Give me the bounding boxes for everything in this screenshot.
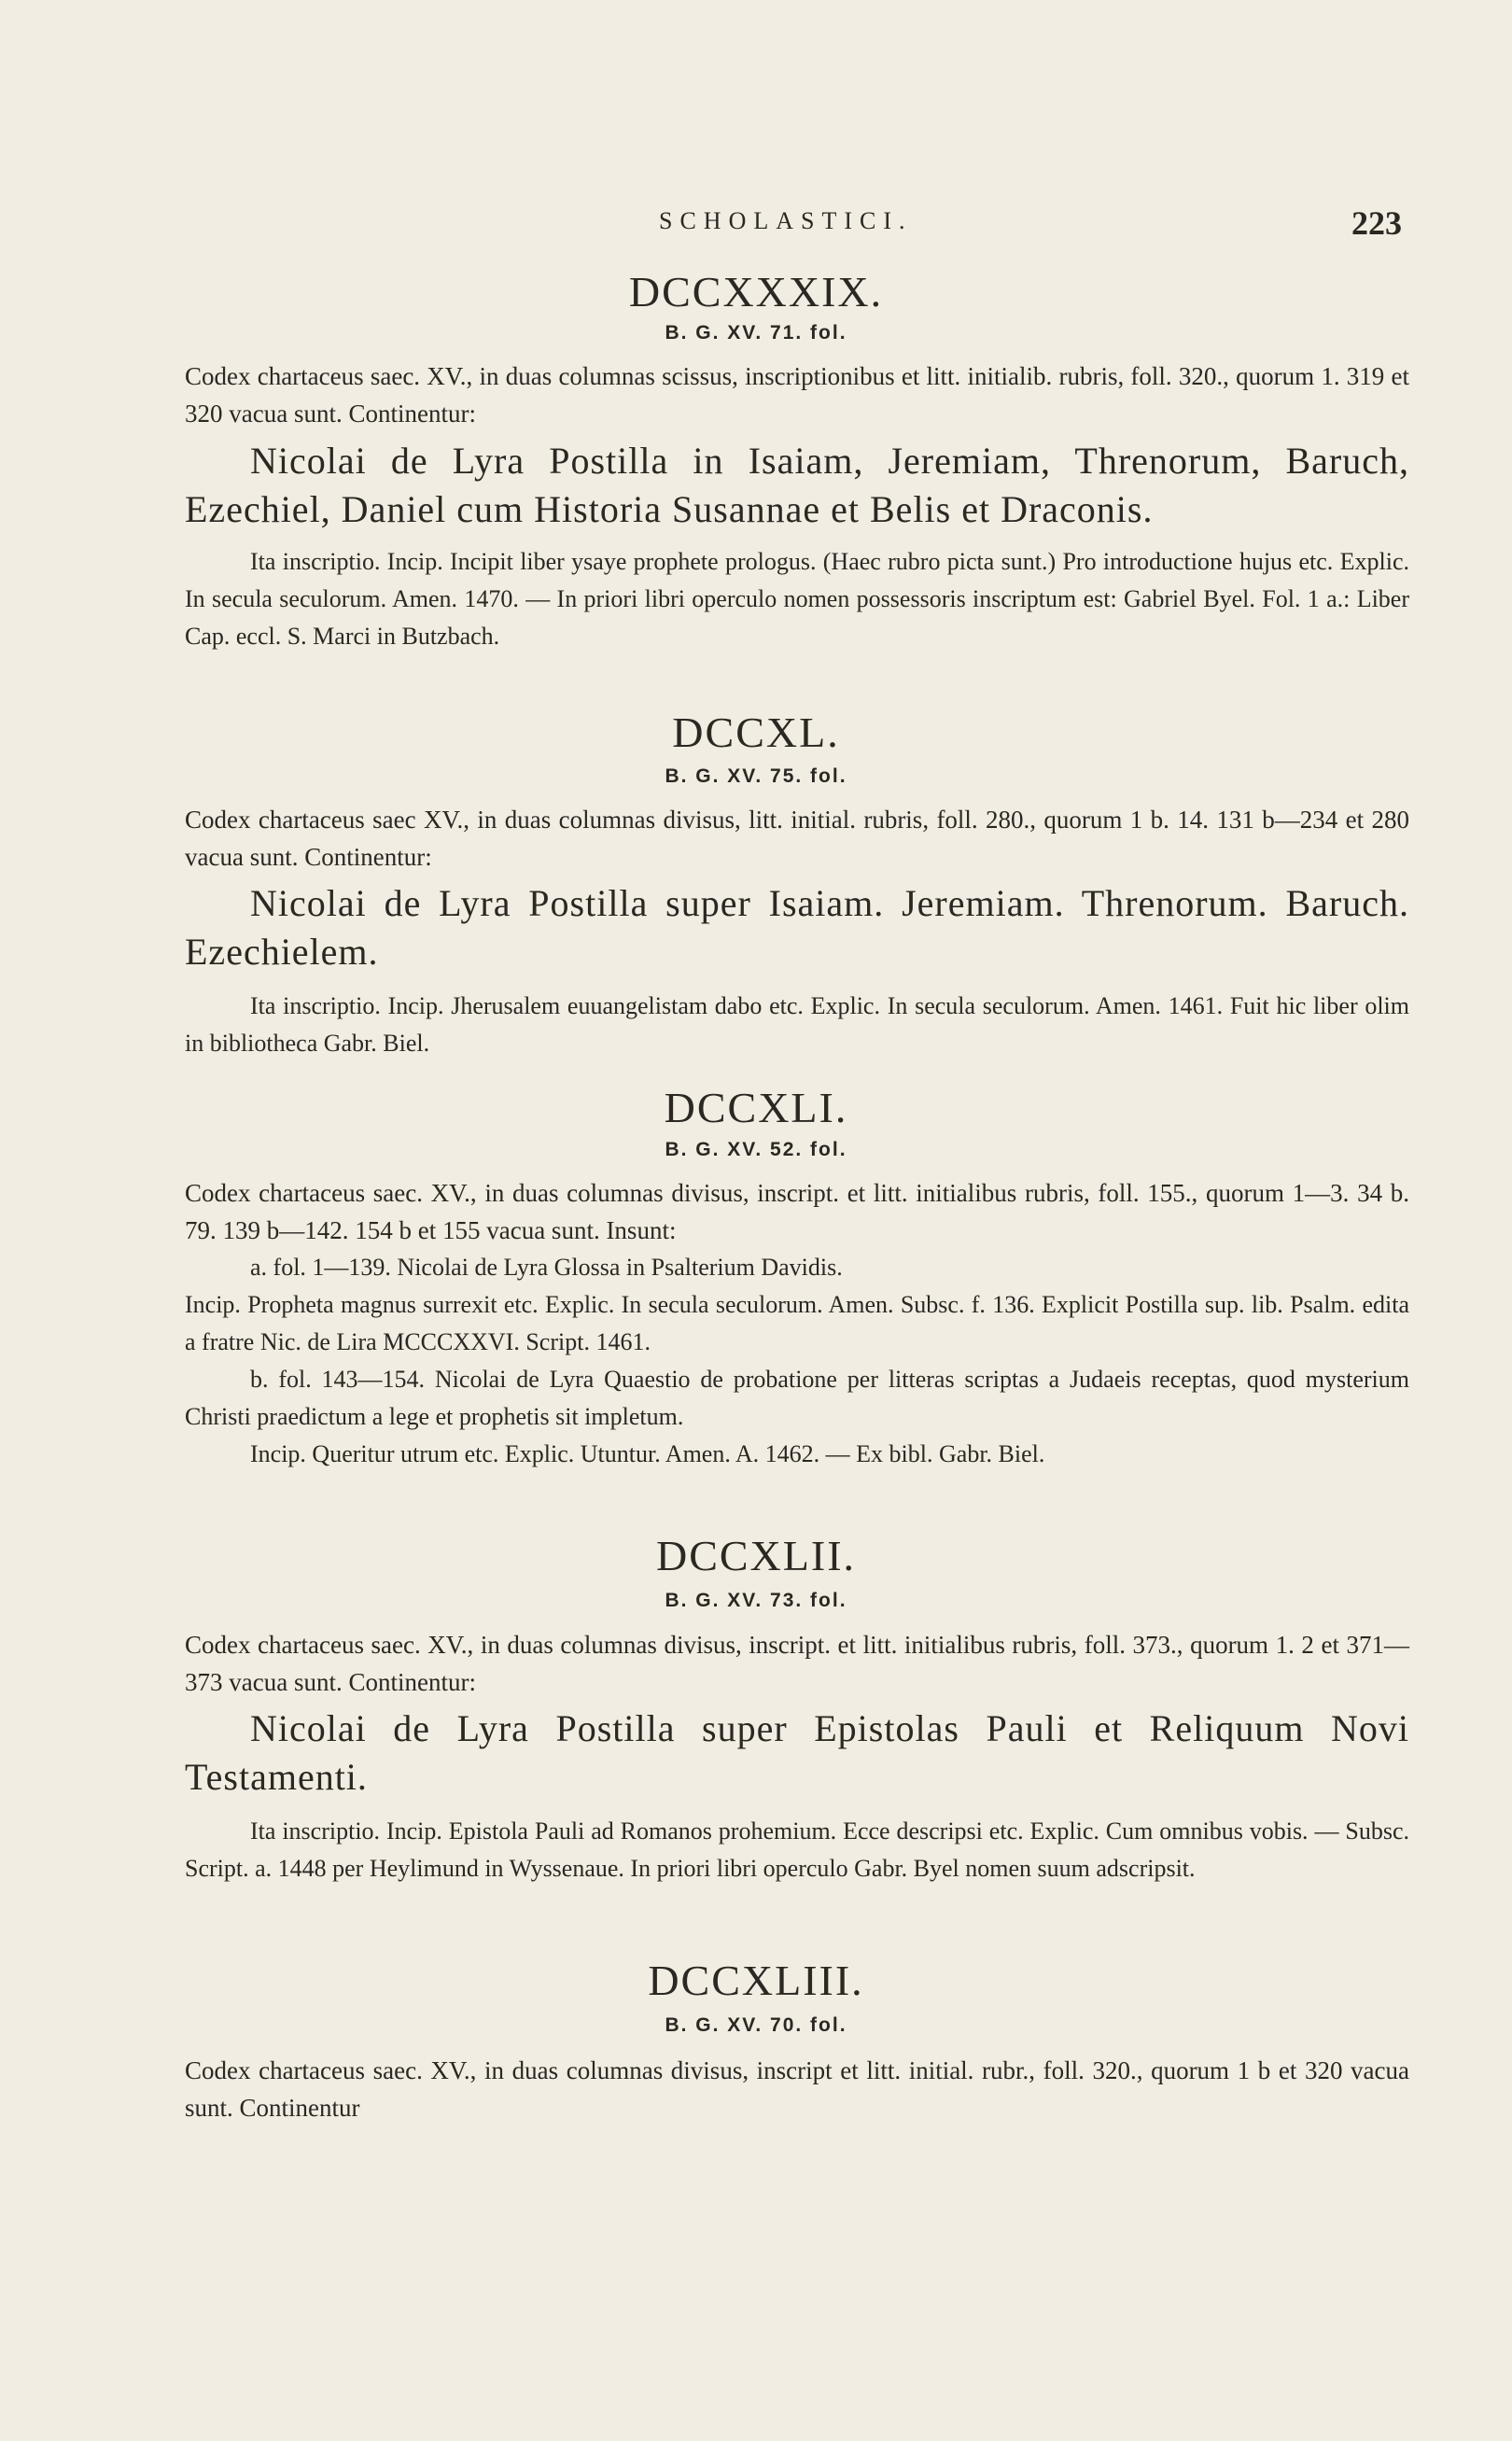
entry-number: DCCXXXIX. [628,268,884,316]
entry-body [185,1626,1409,1701]
entry-description: Codex chartaceus saec. XV., in duas columnas scissus, inscriptionibus et litt. initialib. rubris, foll. 320., quorum 1. 319 et 320 vacua sunt. Continentur: [185,362,1409,428]
entry-number: DCCXLII. [655,1532,857,1579]
entry-signature: B. G. XV. 73. fol. [665,1590,847,1611]
entry-number: DCCXL. [672,708,840,756]
entry-notes: Ita inscriptio. Incip. Epistola Pauli ad Romanos prohemium. Ecce descripsi etc. Explic. Cum omnibus vobis. — Subsc. Script. a. 1448 per Heylimund in Wyssenaue. In priori libri operculo Gabr. Byel nomen suum adscripsit. [185,1817,1409,1882]
entry-title: Nicolai de Lyra Postilla super Isaiam. Jeremiam. Threnorum. Baruch. Ezechielem. [185,882,1409,973]
entry-title-block [185,879,1409,976]
entry-item-b: b. fol. 143—154. Nicolai de Lyra Quaestio de probatione per litteras scriptas a Judaeis receptas, quod mysterium Christi praedictum a lege et prophetis sit impletum. [185,1366,1409,1430]
entry-number: DCCXLI. [664,1084,848,1131]
entry-description: Codex chartaceus saec XV., in duas columnas divisus, litt. initial. rubris, foll. 280., quorum 1 b. 14. 131 b—234 et 280 vacua sunt. Continentur: [185,806,1409,871]
running-title: SCHOLASTICI. [659,207,913,234]
entry-body [185,1174,1409,1473]
entry-body [185,358,1409,432]
entry-description: Codex chartaceus saec. XV., in duas columnas divisus, inscript et litt. initial. rubr., foll. 320., quorum 1 b et 320 vacua sunt. Continentur [185,2056,1409,2122]
entry-signature: B. G. XV. 52. fol. [665,1139,847,1160]
entry-notes-block [185,988,1409,1062]
entry-signature: B. G. XV. 70. fol. [665,2014,847,2036]
entry-signature: B. G. XV. 71. fol. [665,322,847,344]
entry-item-b-incipit: Incip. Queritur utrum etc. Explic. Utuntur. Amen. A. 1462. — Ex bibl. Gabr. Biel. [250,1440,1045,1467]
page-number: 223 [1351,204,1402,242]
entry-notes: Ita inscriptio. Incip. Incipit liber ysaye prophete prologus. (Haec rubro picta sunt.) Pro introductione hujus etc. Explic. In secula seculorum. Amen. 1470. — In priori libri operculo nomen possessoris inscriptum est: Gabriel Byel. Fol. 1 a.: Liber Cap. eccl. S. Marci in Butzbach. [185,548,1409,650]
entry-notes-block [185,543,1409,655]
entry-title: Nicolai de Lyra Postilla in Isaiam, Jeremiam, Threnorum, Baruch, Ezechiel, Daniel cum Historia Susannae et Belis et Draconis. [185,440,1409,530]
entry-item-a: a. fol. 1—139. Nicolai de Lyra Glossa in Psalterium Davidis. [250,1254,843,1281]
entry-signature: B. G. XV. 75. fol. [665,765,847,787]
entry-description: Codex chartaceus saec. XV., in duas columnas divisus, inscript. et litt. initialibus rubris, foll. 373., quorum 1. 2 et 371—373 vacua sunt. Continentur: [185,1631,1409,1696]
entry-title-block [185,1704,1409,1802]
entry-number: DCCXLIII. [648,1957,864,2004]
entry-title: Nicolai de Lyra Postilla super Epistolas Pauli et Reliquum Novi Testamenti. [185,1707,1409,1798]
entry-body [185,801,1409,876]
entry-title-block [185,437,1409,534]
entry-notes: Ita inscriptio. Incip. Jherusalem euuangelistam dabo etc. Explic. In secula seculorum. Amen. 1461. Fuit hic liber olim in bibliotheca Gabr. Biel. [185,992,1409,1057]
entry-body [185,2052,1409,2126]
entry-item-a-incipit: Incip. Propheta magnus surrexit etc. Explic. In secula seculorum. Amen. Subsc. f. 136. Explicit Postilla sup. lib. Psalm. edita a fratre Nic. de Lira MCCCXXVI. Script. 1461. [185,1291,1409,1355]
entry-description: Codex chartaceus saec. XV., in duas columnas divisus, inscript. et litt. initialibus rubris, foll. 155., quorum 1—3. 34 b. 79. 139 b—142. 154 b et 155 vacua sunt. Insunt: [185,1179,1409,1244]
entry-notes-block [185,1813,1409,1887]
